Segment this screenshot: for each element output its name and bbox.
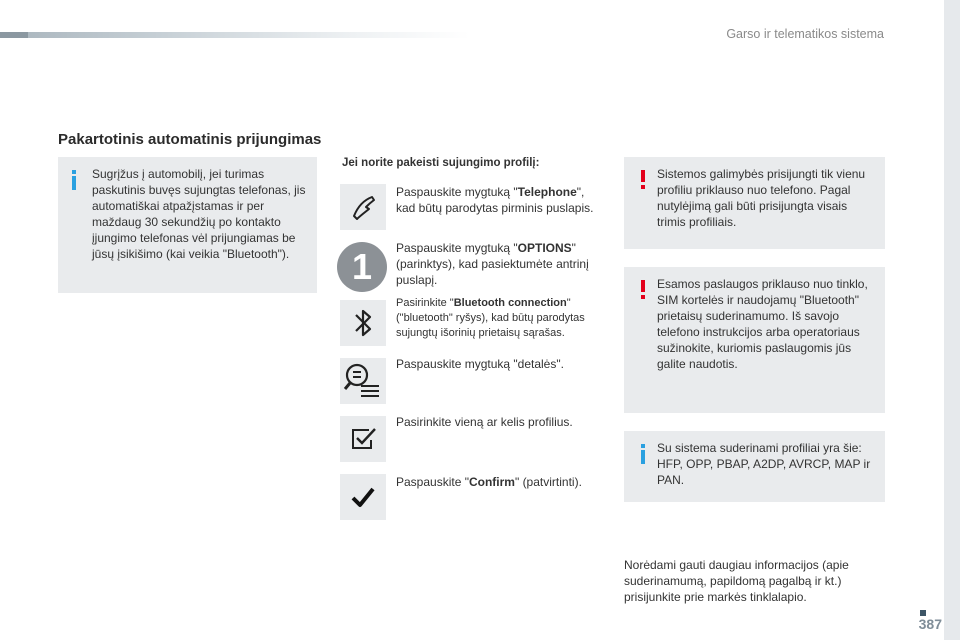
step-confirm-text-post: " (patvirtinti). [514,475,582,489]
step-details: Paspauskite mygtuką "detalės". [396,357,564,371]
checkbox-icon [349,426,377,452]
bluetooth-icon [350,306,376,340]
step-telephone-keyword: Telephone [517,185,577,199]
step-bluetooth-text-pre: Pasirinkite " [396,297,454,309]
header-bar-accent [0,32,28,38]
info-icon [641,450,645,464]
step-number-badge: 1 [337,242,387,292]
step-bluetooth-keyword: Bluetooth connection [453,297,567,309]
steps-title: Jei norite pakeisti sujungimo profilį: [342,157,540,169]
page-number: 387 [918,616,942,632]
step-confirm-text-pre: Paspauskite " [396,475,469,489]
step-confirm-keyword: Confirm [468,475,515,489]
step-telephone-text-post: ", kad būtų parodytas pirminis puslapis. [396,185,594,215]
header-bar [0,32,470,38]
footer-note: Norėdami gauti daugiau informacijos (apie suderinamumą, papildomą pagalbą ir kt.) prisijunkite prie markės tinklalapio. [624,558,849,604]
checkmark-icon [350,486,376,508]
warning-icon [641,170,645,182]
warning-text-profiles: Sistemos galimybės prisijungti tik vienu profiliu priklauso nuo telefono. Pagal nutylėjimą gali būti prisijungta visais trimis profiliais. [657,167,866,229]
step-options-keyword: OPTIONS [517,241,572,255]
info-icon [72,176,76,190]
step-select-profiles: Pasirinkite vieną ar kelis profilius. [396,415,573,429]
details-icon [343,362,383,400]
step-bluetooth [396,296,606,341]
details-button-tile [340,358,386,404]
confirm-button-tile [340,474,386,520]
warning-icon [641,280,645,292]
phone-icon [348,192,378,222]
step-telephone-text-pre: Paspauskite mygtuką " [396,185,518,199]
step-confirm [396,474,606,490]
telephone-button-tile [340,184,386,230]
step-options-text-pre: Paspauskite mygtuką " [396,241,518,255]
step-bluetooth-text-post: " ("bluetooth" ryšys), kad būtų parodytas sujungtų išorinių prietaisų sąrašas. [396,297,585,339]
page-header-title: Garso ir telematikos sistema [726,27,884,41]
page-edge-strip [944,0,960,640]
info-text-supported-profiles: Su sistema suderinami profiliai yra šie: HFP, OPP, PBAP, A2DP, AVRCP, MAP ir PAN. [657,441,871,487]
step-telephone [396,184,606,216]
step-options-text-post: " (parinktys), kad pasiektumėte antrinį puslapį. [396,241,589,287]
section-title: Pakartotinis automatinis prijungimas [58,131,322,148]
info-text-auto-reconnect: Sugrįžus į automobilį, jei turimas paskutinis buvęs sujungtas telefonas, jis automatiškai atpažįstamas ir per maždaug 30 sekundžių po kontakto įjungimo telefonas vėl prijungiamas be jūsų įsikišimo (kai veikia "Bluetooth"). [92,167,306,261]
bluetooth-button-tile [340,300,386,346]
profile-select-tile [340,416,386,462]
step-options [396,240,606,288]
warning-text-services: Esamos paslaugos priklauso nuo tinklo, SIM kortelės ir naudojamų "Bluetooth" prietaisų suderinamumo. Iš savojo telefono instrukcijos arba operatoriaus sužinokite, kuriomis paslaugomis jūs galite naudotis. [657,277,868,371]
